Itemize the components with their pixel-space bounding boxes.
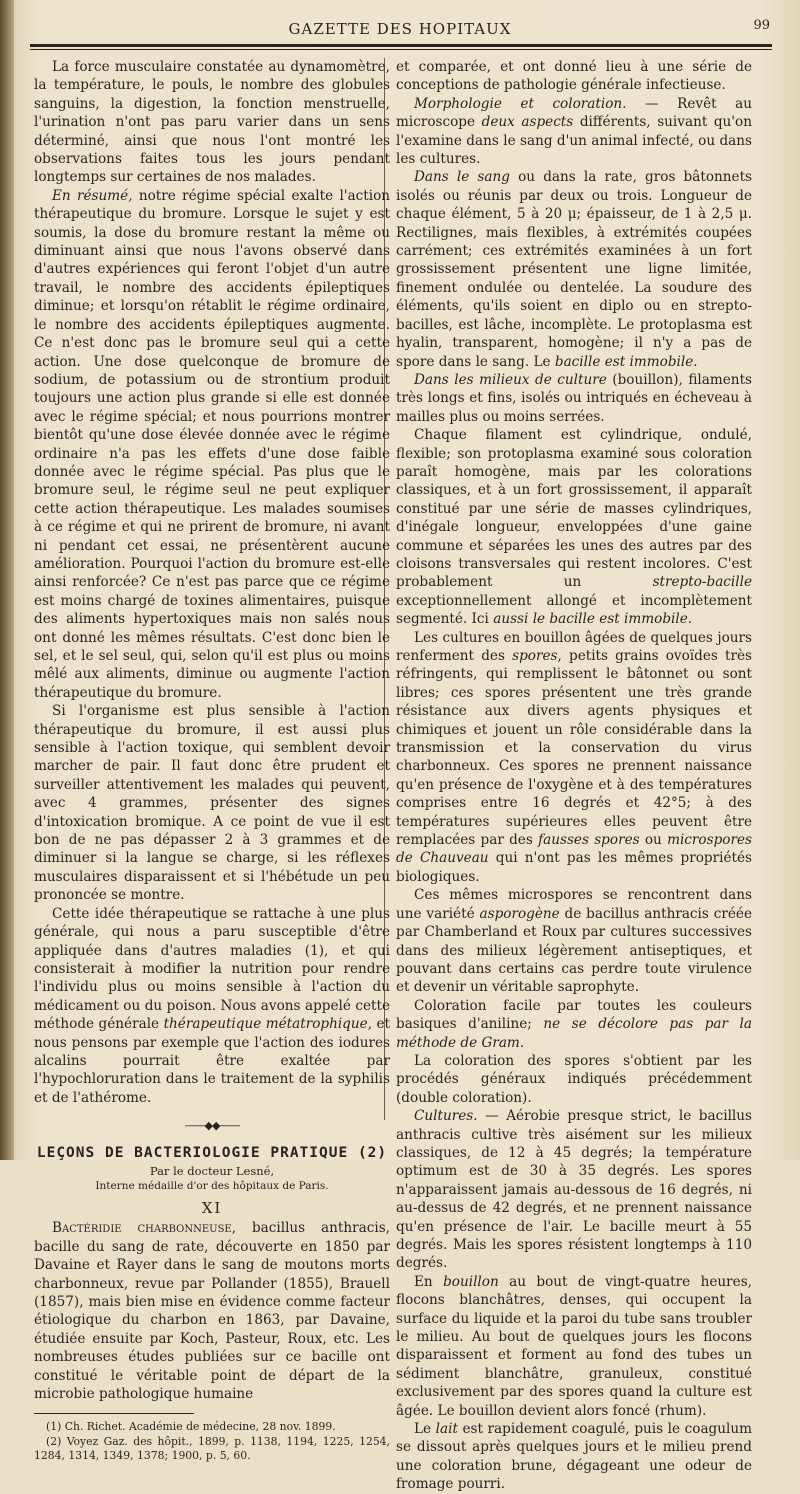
paragraph: Dans les milieux de culture (bouillon), filaments très longs et fins, isolés ou intriqués en écheveau à mailles plus ou moins serrées.	[396, 371, 753, 425]
paragraph: Le lait est rapidement coagulé, puis le coagulum se dissout après quelques jours et le milieu prend une coloration brune, dégageant une odeur de fromage pourri.	[396, 1421, 752, 1493]
footnote: (1) Ch. Richet. Académie de médecine, 28 nov. 1899.	[46, 1420, 336, 1434]
section-title: LEÇONS DE BACTERIOLOGIE PRATIQUE (2)	[36, 1144, 388, 1161]
paragraph: Si l'organisme est plus sensible à l'action thérapeutique du bromure, il est aussi plus sensible à l'action toxique, qui semblent devoir marcher de pair. Il faut donc être prudent et surveiller attentivement les malades qui peuvent, avec 4 grammes, présenter des signes d'intoxication bromique. A ce point de vue il est bon de ne pas dépasser 2 à 3 grammes et de diminuer si la langue se charge, si les réflexes musculaires disparaissent et si l'hébétude un peu prononcée se montre.	[34, 703, 390, 904]
footnotes	[34, 1420, 390, 1463]
paragraph: Cette idée thérapeutique se rattache à une plus générale, qui nous a paru susceptible d'être appliquée dans d'autres maladies (1), et qui consisterait à modifier la nutrition pour rendre l'individu plus ou moins sensible à l'action du médicament ou du poison. Nous avons appelé cette méthode générale thérapeutique métatrophique, et nous pensons par exemple que l'action des iodures alcalins pourrait être exaltée par l'hypochloruration dans le traitement de la syphilis et de l'athérome.	[34, 905, 390, 1106]
footnote: (2) Voyez Gaz. des hôpit., 1899, p. 1138, 1194, 1225, 1254, 1284, 1314, 1349, 1378; 1900, p. 5, 60.	[34, 1434, 390, 1462]
paragraph: et comparée, et ont donné lieu à une série de conceptions de pathologie générale infectieuse.	[396, 59, 752, 94]
paragraph: Morphologie et coloration. — Revêt au microscope deux aspects différents, suivant qu'on l'examine dans le sang d'un animal infecté, ou dans les cultures.	[396, 95, 752, 168]
paragraph: Coloration facile par toutes les couleurs basiques d'aniline; ne se décolore pas par la méthode de Gram.	[396, 997, 752, 1051]
footnote-rule	[34, 1413, 194, 1414]
paragraph: Bactéridie charbonneuse, bacillus anthracis, bacille du sang de rate, découverte en 1850 par Davaine et Rayer dans le sang de moutons morts charbonneux, revue par Pollander (1855), Brauell (1857), mais bien mise en évidence comme facteur étiologique du charbon en 1863, par Davaine, étudiée ensuite par Koch, Pasteur, Roux, etc. Les nombreuses études publiées sur ce bacille ont constitué le véritable point de départ de la microbie pathologique humaine	[34, 1220, 390, 1403]
running-title: GAZETTE DES HOPITAUX	[288, 20, 512, 38]
paragraph: En résumé, notre régime spécial exalte l'action thérapeutique du bromure. Lorsque le sujet y est soumis, la dose du bromure restant la même ou diminuant ainsi que nous l'avons observé dans d'autres expériences qui feront l'objet d'un autre travail, le nombre des accidents épileptiques diminue; et lorsqu'on rétablit le régime ordinaire, le nombre des accidents épileptiques augmente. Ce n'est donc pas le bromure seul qui a cette action. Une dose quelconque de bromure de sodium, de potassium ou de strontium produit toujours une action plus grande si elle est donnée avec le régime spécial; et nous pourrions montrer bientôt qu'une dose élevée donnée avec le régime ordinaire n'a pas les effets d'une dose faible donnée avec le régime spécial. Pas plus que le bromure seul, le régime seul ne peut expliquer cette action thérapeutique. Les malades soumises à ce régime et qui ne prirent de bromure, ni avant ni pendant cet essai, ne présentèrent aucune amélioration. Pourquoi l'action du bromure est-elle ainsi renforcée? Ce n'est pas parce que ce régime est moins chargé de toxines alimentaires, puisque des aliments hypertoxiques mais non salés nous ont donné les mêmes résultats. C'est donc bien le sel, et le sel seul, qui, selon qu'il est plus ou moins mêlé aux aliments, diminue ou augmente l'action thérapeutique du bromure.	[34, 187, 391, 701]
paragraph: Ces mêmes microspores se rencontrent dans une variété asporogène de bacillus anthracis créée par Chamberland et Roux par cultures successives dans des milieux légèrement antiseptiques, et pouvant dans certains cas perdre toute virulence et devenir un véritable saprophyte.	[396, 887, 752, 996]
paragraph: Les cultures en bouillon âgées de quelques jours renferment des spores, petits grains ovoïdes très réfringents, qui remplissent le bâtonnet ou sont libres; ces spores présentent une très grande résistance aux divers agents physiques et chimiques et jouent un rôle considérable dans la transmission et la conservation du virus charbonneux. Ces spores ne prennent naissance qu'en présence de l'oxygène et à des températures comprises entre 16 degrés et 42°5; à des températures supérieures elles peuvent être remplacées par des fausses spores ou microspores de Chauveau qui n'ont pas les mêmes propriétés biologiques.	[396, 629, 753, 885]
page-number: 99	[753, 18, 770, 33]
paragraph: La coloration des spores s'obtient par les procédés généraux indiqués précédemment (double coloration).	[396, 1052, 752, 1106]
page-header	[30, 14, 770, 44]
paragraph: Chaque filament est cylindrique, ondulé, flexible; son protoplasma examiné sous coloration paraît homogène, mais par les colorations classiques, et à un fort grossissement, il apparaît constitué par une série de masses cylindriques, d'inégale longueur, enveloppées d'une gaine commune et séparées les unes des autres par des cloisons transversales qui restent incolores. C'est probablement un strepto-bacille exceptionnellement allongé et incomplètement segmenté. Ici aussi le bacille est immobile.	[396, 427, 752, 628]
paragraph: En bouillon au bout de vingt-quatre heures, flocons blanchâtres, denses, qui occupent la surface du liquide et la paroi du tube sans troubler le milieu. Au bout de quelques jours les flocons disparaissent et forment au fond des tubes un sédiment blanchâtre, granuleux, constitué exclusivement par des spores quand la culture est âgée. Le bouillon devient alors foncé (rhum).	[396, 1273, 752, 1419]
binding-gutter	[0, 0, 14, 1160]
chapter-number: XI	[201, 1198, 223, 1217]
right-column	[396, 58, 752, 1494]
author-byline: Par le docteur Lesné,	[149, 1163, 275, 1178]
author-affiliation: Interne médaille d'or des hôpitaux de Paris.	[95, 1179, 329, 1192]
header-rule-thick	[30, 44, 772, 47]
section-ornament: ——◆◆——	[184, 1119, 240, 1133]
header-rule-thin	[30, 49, 772, 50]
paragraph: Cultures. — Aérobie presque strict, le bacillus anthracis cultive très aisément sur les milieux classiques, de 12 à 45 degrés; la température optimum est de 30 à 35 degrés. Les spores n'apparaissent jamais au-dessous de 16 degrés, ni au-dessus de 42 degrés, et ne prennent naissance qu'en présence de l'air. Le bacille meurt à 55 degrés. Mais les spores résistent longtemps à 110 degrés.	[396, 1108, 752, 1272]
left-column	[34, 58, 390, 1463]
paragraph: La force musculaire constatée au dynamomètre, la température, le pouls, le nombre des globules sanguins, la digestion, la fonction menstruelle, l'urination n'ont pas paru varier dans un sens déterminé, ainsi que nous l'ont montré les observations faites tous les jours pendant longtemps sur certaines de nos malades.	[34, 59, 390, 186]
paragraph: Dans le sang ou dans la rate, gros bâtonnets isolés ou réunis par deux ou trois. Longueur de chaque élément, 5 à 20 μ; épaisseur, de 1 à 2,5 μ. Rectilignes, mais flexibles, à extrémités coupées carrément; ces extrémités examinées à un fort grossissement présentent une ligne limitée, finement ondulée ou dentelée. La soudure des éléments, qu'ils soient en diplo ou en strepto-bacilles, est lâche, incomplète. Le protoplasma est hyalin, transparent, homogène; il n'y a pas de spore dans le sang. Le bacille est immobile.	[396, 169, 753, 370]
